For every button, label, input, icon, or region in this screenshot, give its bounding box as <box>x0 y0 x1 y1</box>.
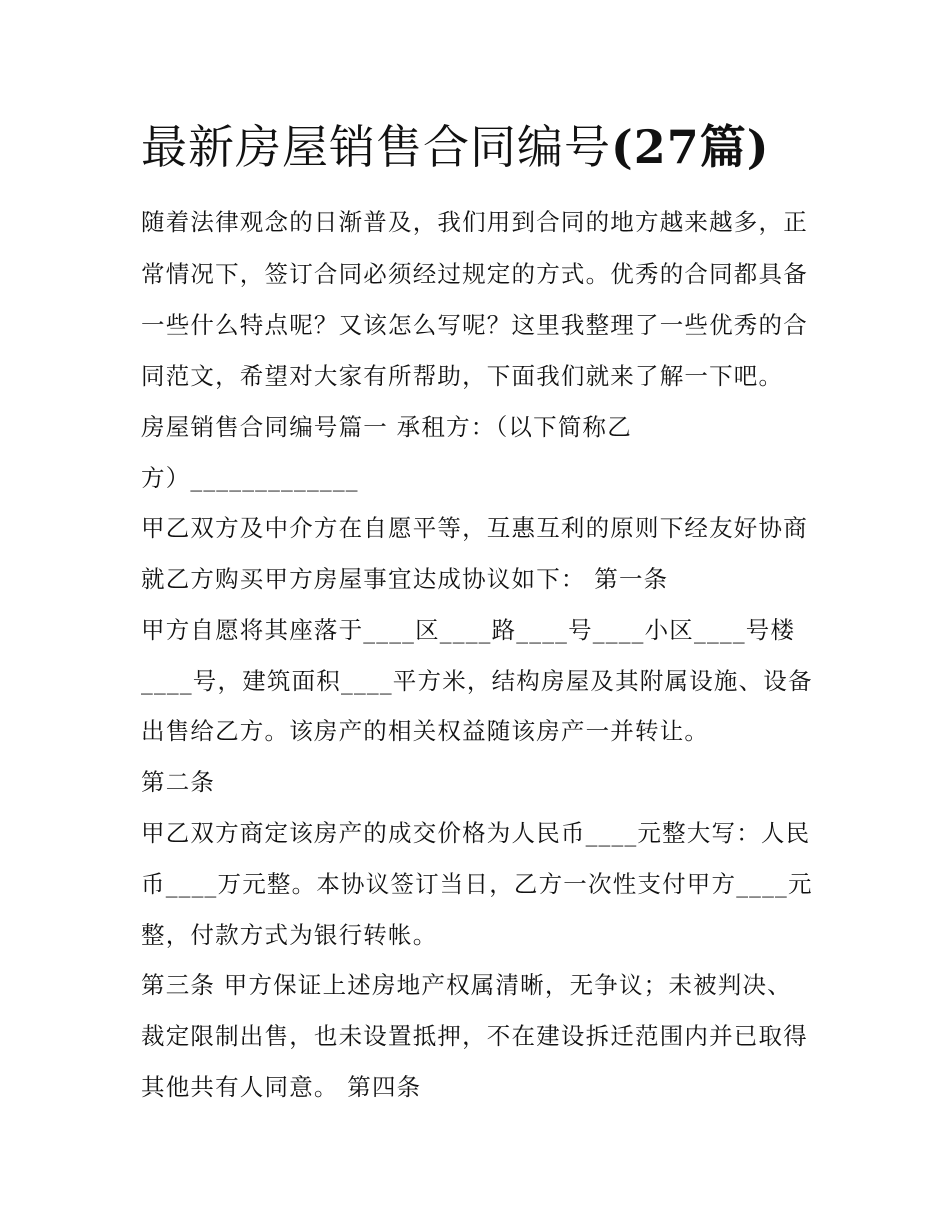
paragraph-line: 第二条 <box>141 768 216 796</box>
paragraph-line: 方）_____________ <box>141 464 359 492</box>
paragraph-line: 甲方自愿将其座落于____区____路____号____小区____号楼 <box>141 616 796 644</box>
paragraph-line: 房屋销售合同编号篇一 承租方：（以下简称乙 <box>141 413 632 441</box>
paragraph-line: 常情况下，签订合同必须经过规定的方式。优秀的合同都具备 <box>141 260 808 288</box>
document-title <box>141 112 841 182</box>
paragraph-line: 币____万元整。本协议签订当日，乙方一次性支付甲方____元 <box>141 870 813 898</box>
paragraph-line: 裁定限制出售，也未设置抵押，不在建设拆迁范围内并已取得 <box>141 1022 808 1050</box>
paragraph-line: 甲乙双方及中介方在自愿平等，互惠互利的原则下经友好协商 <box>141 514 808 542</box>
paragraph-line: 第三条 甲方保证上述房地产权属清晰，无争议；未被判决、 <box>141 971 792 999</box>
paragraph-line: ____号，建筑面积____平方米，结构房屋及其附属设施、设备 <box>141 667 813 695</box>
paragraph-line: 同范文，希望对大家有所帮助，下面我们就来了解一下吧。 <box>141 362 784 390</box>
paragraph-line: 随着法律观念的日渐普及，我们用到合同的地方越来越多，正 <box>141 208 808 236</box>
title-count: (27篇) <box>611 120 770 174</box>
paragraph-line: 就乙方购买甲方房屋事宜达成协议如下： 第一条 <box>141 565 669 593</box>
paragraph-line: 甲乙双方商定该房产的成交价格为人民币____元整大写：人民 <box>141 819 811 847</box>
paragraph-line: 其他共有人同意。 第四条 <box>141 1073 422 1101</box>
paragraph-line: 一些什么特点呢？又该怎么写呢？这里我整理了一些优秀的合 <box>141 311 808 339</box>
title-main: 最新房屋销售合同编号 <box>141 120 611 174</box>
paragraph-line: 整，付款方式为银行转帐。 <box>141 921 438 949</box>
paragraph-line: 出售给乙方。该房产的相关权益随该房产一并转让。 <box>141 717 710 745</box>
